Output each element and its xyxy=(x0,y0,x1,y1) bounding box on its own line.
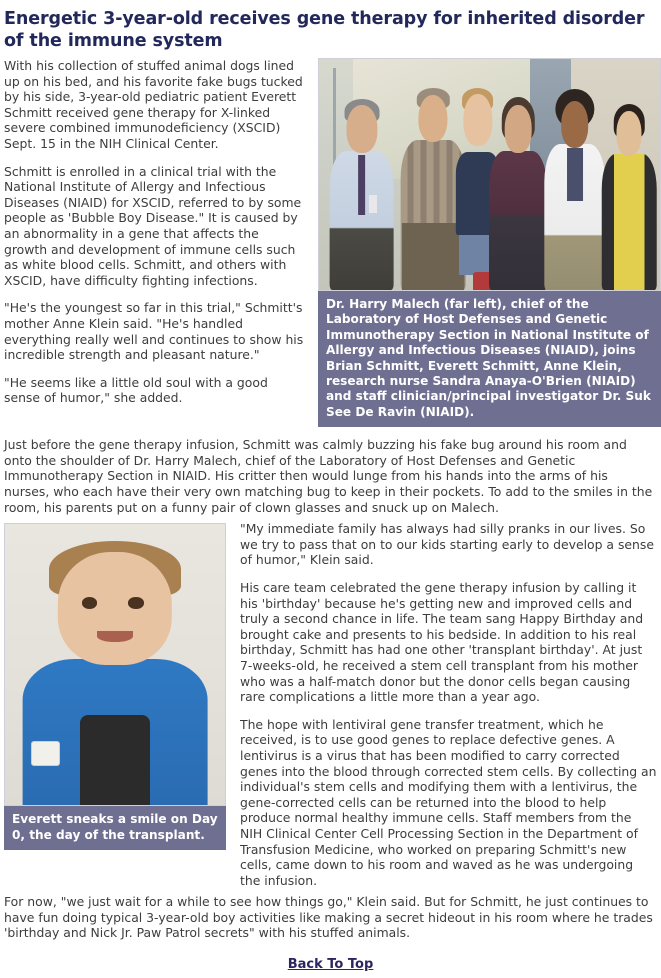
paragraph: For now, "we just wait for a while to see how things go," Klein said. But for Schmitt, he just continues to have fun doing typical 3-year-old boy activities like making a secret hideout in his room where he trades 'birthday and Nick Jr. Paw Patrol secrets" with his stuffed animals. xyxy=(4,894,653,941)
person-head xyxy=(346,105,377,153)
back-to-top-link[interactable]: Back To Top xyxy=(287,957,374,973)
person-dr-malech xyxy=(329,91,394,290)
group-photo-caption: Dr. Harry Malech (far left), chief of the Laboratory of Host Defenses and Genetic Immunotherapy Section in National Institute of Allergy and Infectious Diseases (NIAID), joins Brian Schmitt, Everett Schmitt, Anne Klein, research nurse Sandra Anaya-O'Brien (NIAID) and staff clinician/principal investigator Dr. Suk See De Ravin (NIAID). xyxy=(318,291,661,427)
paragraph: Just before the gene therapy infusion, Schmitt was calmly buzzing his fake bug around his room and onto the shoulder of Dr. Harry Malech, chief of the Laboratory of Host Defenses and Genetic Immunotherapy Section in NIAID. His critter then would lunge from his hands into the arms of his nurses, who each have their very own matching bug to keep in their pockets. To add to the smiles in the room, his parents put on a funny pair of clown glasses and snuck up on Malech. xyxy=(4,437,653,515)
id-badge-decor xyxy=(369,195,376,213)
person-head xyxy=(617,111,642,156)
paragraph: With his collection of stuffed animal dogs lined up on his bed, and his favorite fake bugs tucked by his side, 3-year-old pediatric patient Everett Schmitt received gene therapy for X-linked severe combined immunodeficiency (XSCID) Sept. 15 in the NIH Clinical Center. xyxy=(4,58,303,151)
boy-head xyxy=(58,552,172,664)
boy-photo-figure xyxy=(4,523,226,850)
boy-eye-right xyxy=(128,597,143,608)
person-head xyxy=(419,95,448,143)
paragraph: His care team celebrated the gene therapy infusion by calling it his 'birthday' because he's getting new and improved cells and truly a second chance in life. The team sang Happy Birthday and brought cake and presents to his bedside. In addition to his real birthday, Schmitt has had one other 'transplant birthday'. At just 7-weeks-old, he received a stem cell transplant from his mother who was a half-match donor but the donor cells began causing rare complications a little more than a year ago. xyxy=(240,580,644,705)
person-head xyxy=(463,94,492,146)
necktie-decor xyxy=(358,155,366,215)
paragraph: "He seems like a little old soul with a good sense of humor," she added. xyxy=(4,374,268,406)
paragraph: "He's the youngest so far in this trial," Schmitt's mother Anne Klein said. "He's handled everything really well and continues to show his incredible strength and pleasant nature." xyxy=(4,300,304,363)
scrub-top-decor xyxy=(567,148,583,201)
person-dr-de-ravin xyxy=(602,96,657,290)
intro-text-column xyxy=(4,58,310,406)
full-width-section xyxy=(0,433,661,515)
person-head xyxy=(561,101,589,148)
group-photo-image xyxy=(318,58,661,291)
person-head xyxy=(505,105,532,153)
person-sandra-anaya-obrien xyxy=(544,87,605,290)
paragraph: Schmitt is enrolled in a clinical trial with the National Institute of Allergy and Infectious Diseases (NIAID) for XSCID, referred to by some people as 'Bubble Boy Disease." It is caused by an abnormality in a gene that affects the growth and development of immune cells such as white blood cells. Schmitt, and others with XSCID, have difficulty fighting infections. xyxy=(4,163,302,288)
boy-photo-image xyxy=(4,523,226,806)
hospital-wristband-decor xyxy=(31,741,59,765)
page-title: Energetic 3-year-old receives gene therapy for inherited disorder of the immune system xyxy=(4,9,645,51)
boy-photo-caption: Everett sneaks a smile on Day 0, the day of the transplant. xyxy=(4,806,226,850)
boy-eye-left xyxy=(82,597,97,608)
closing-section xyxy=(0,888,661,941)
paragraph: The hope with lentiviral gene transfer treatment, which he received, is to use good genes to replace defective genes. A lentivirus is a virus that has been modified to carry corrected genes into the blood through corrected stem cells. By collecting an individual's stem cells and modifying them with a lentivirus, the gene-corrected cells can be returned into the blood to help produce normal healthy immune cells. Staff members from the NIH Clinical Center Cell Processing Section in the Department of Transfusion Medicine, who worked on preparing Schmitt's new cells, came down to his room and waved as he was undergoing the infusion. xyxy=(240,716,657,888)
person-anne-klein xyxy=(490,91,548,290)
toy-decor xyxy=(80,715,150,805)
intro-section xyxy=(0,54,661,419)
person-torso xyxy=(602,154,657,290)
group-photo-figure xyxy=(318,58,661,427)
paragraph: "My immediate family has always had silly pranks in our lives. So we try to pass that on to our kids starting early to develop a sense of humor," Klein said. xyxy=(240,521,654,568)
lower-section xyxy=(0,515,661,888)
back-to-top-container xyxy=(0,941,661,978)
person-torso xyxy=(490,151,548,290)
lower-text-column xyxy=(240,521,657,888)
